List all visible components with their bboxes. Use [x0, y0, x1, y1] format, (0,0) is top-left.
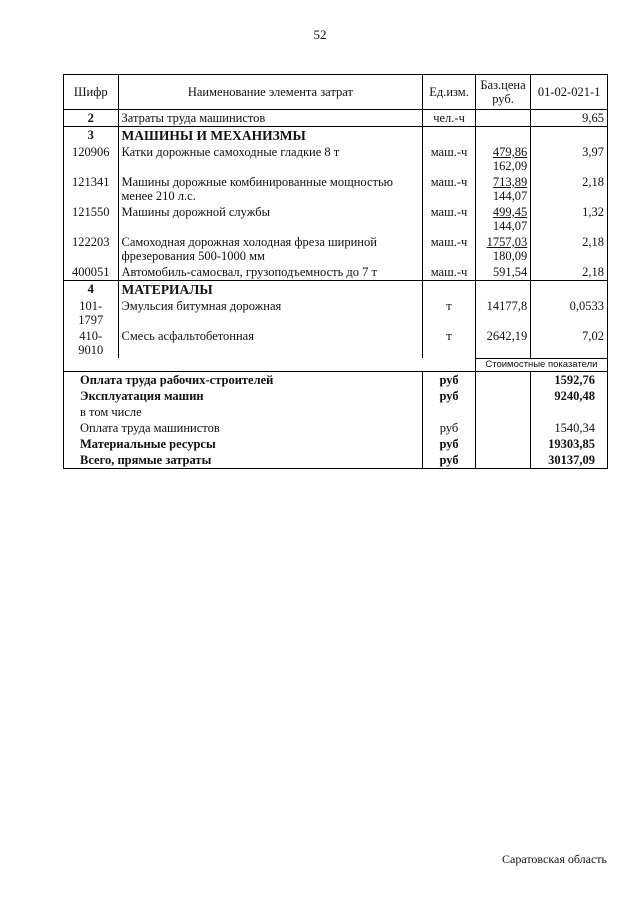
summary-name: в том числе	[64, 404, 423, 420]
table-row	[64, 174, 608, 204]
header-value: 01-02-021-1	[531, 75, 608, 110]
row-code: 120906	[64, 144, 119, 174]
page-number: 52	[313, 27, 327, 42]
row-unit: маш.-ч	[423, 264, 475, 281]
row-name: Машины дорожной службы	[118, 204, 423, 234]
row-unit: маш.-ч	[423, 234, 475, 264]
summary-unit: руб	[423, 388, 475, 404]
row-value: 0,0533	[531, 298, 608, 328]
row-name: Эмульсия битумная дорожная	[118, 298, 423, 328]
row-unit: маш.-ч	[423, 144, 475, 174]
row-unit: т	[423, 328, 475, 358]
summary-value: 1540,34	[531, 420, 608, 436]
row-name: Автомобиль-самосвал, грузоподъемность до 7 т	[118, 264, 423, 281]
row-value: 2,18	[531, 234, 608, 264]
summary-name: Всего, прямые затраты	[64, 452, 423, 469]
header-price: Баз.цена руб.	[475, 75, 531, 110]
summary-unit: руб	[423, 452, 475, 469]
row-value: 1,32	[531, 204, 608, 234]
summary-name: Эксплуатация машин	[64, 388, 423, 404]
row-price: 2642,19	[475, 328, 531, 358]
summary-value	[531, 404, 608, 420]
footer-region: Саратовская область	[501, 852, 607, 866]
table-row	[64, 328, 608, 358]
row-name: Затраты труда машинистов	[118, 110, 423, 127]
table-row	[64, 204, 608, 234]
summary-row	[64, 436, 608, 452]
summary-unit: руб	[423, 420, 475, 436]
summary-row	[64, 452, 608, 469]
summary-value: 1592,76	[531, 372, 608, 389]
row-value: 2,18	[531, 264, 608, 281]
section-row	[64, 281, 608, 299]
table-header-row	[64, 75, 608, 110]
wage-price: 144,07	[492, 219, 528, 234]
row-code: 400051	[64, 264, 119, 281]
cost-caption-row	[64, 358, 608, 372]
summary-unit: руб	[423, 372, 475, 389]
section-code: 4	[64, 281, 119, 299]
row-unit: маш.-ч	[423, 174, 475, 204]
summary-name: Оплата труда машинистов	[64, 420, 423, 436]
row-price	[475, 144, 531, 174]
cost-caption: Стоимостные показатели	[475, 358, 607, 372]
row-price	[475, 234, 531, 264]
summary-unit	[423, 404, 475, 420]
row-unit: маш.-ч	[423, 204, 475, 234]
table-row	[64, 234, 608, 264]
row-code: 101-1797	[64, 298, 119, 328]
row-price: 14177,8	[475, 298, 531, 328]
header-unit: Ед.изм.	[423, 75, 475, 110]
cost-table	[63, 74, 608, 469]
table-row	[64, 264, 608, 281]
row-price: 591,54	[475, 264, 531, 281]
summary-value: 30137,09	[531, 452, 608, 469]
row-value: 9,65	[531, 110, 608, 127]
header-name: Наименование элемента затрат	[118, 75, 423, 110]
summary-unit: руб	[423, 436, 475, 452]
summary-name: Материальные ресурсы	[64, 436, 423, 452]
wage-price: 144,07	[492, 189, 528, 204]
wage-price: 180,09	[492, 249, 528, 264]
summary-value: 19303,85	[531, 436, 608, 452]
row-unit: чел.-ч	[423, 110, 475, 127]
row-price	[475, 204, 531, 234]
row-unit: т	[423, 298, 475, 328]
row-code: 122203	[64, 234, 119, 264]
summary-value: 9240,48	[531, 388, 608, 404]
section-code: 3	[64, 127, 119, 145]
summary-row	[64, 404, 608, 420]
row-name: Смесь асфальтобетонная	[118, 328, 423, 358]
row-price	[475, 174, 531, 204]
summary-row	[64, 420, 608, 436]
section-title: МАТЕРИАЛЫ	[118, 281, 423, 299]
table-row	[64, 110, 608, 127]
section-row	[64, 127, 608, 145]
row-name: Машины дорожные комбинированные мощностью менее 210 л.с.	[118, 174, 423, 204]
table-row	[64, 144, 608, 174]
row-value: 7,02	[531, 328, 608, 358]
row-code: 2	[64, 110, 119, 127]
header-code: Шифр	[64, 75, 119, 110]
row-name: Самоходная дорожная холодная фреза шириной фрезерования 500-1000 мм	[118, 234, 423, 264]
row-code: 410-9010	[64, 328, 119, 358]
base-price: 499,45	[492, 205, 528, 220]
table-row	[64, 298, 608, 328]
base-price: 479,86	[492, 145, 528, 160]
summary-name: Оплата труда рабочих-строителей	[64, 372, 423, 389]
base-price: 713,89	[492, 175, 528, 190]
summary-row	[64, 388, 608, 404]
wage-price: 162,09	[492, 159, 528, 174]
summary-row	[64, 372, 608, 389]
row-code: 121550	[64, 204, 119, 234]
row-value: 2,18	[531, 174, 608, 204]
base-price: 1757,03	[486, 235, 528, 250]
section-title: МАШИНЫ И МЕХАНИЗМЫ	[118, 127, 423, 145]
row-name: Катки дорожные самоходные гладкие 8 т	[118, 144, 423, 174]
row-value: 3,97	[531, 144, 608, 174]
row-price	[475, 110, 531, 127]
row-code: 121341	[64, 174, 119, 204]
